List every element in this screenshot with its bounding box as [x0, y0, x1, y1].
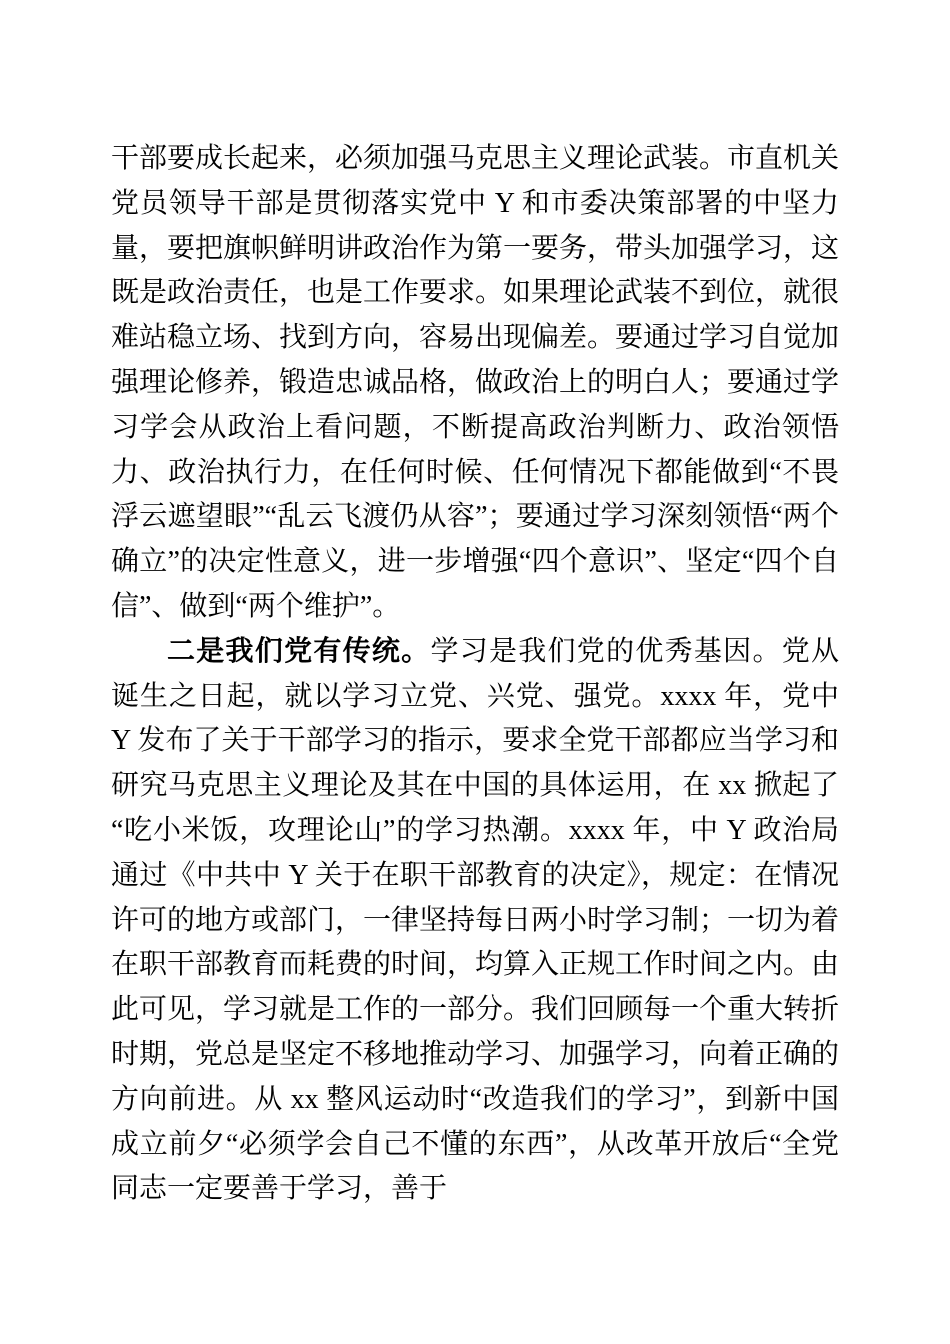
paragraph-text: 学习是我们党的优秀基因。党从诞生之日起，就以学习立党、兴党、强党。xxxx 年，党中 Y 发布了关于干部学习的指示，要求全党干部都应当学习和研究马克思主义理论及其在中国的具体运用，在 xx 掀起了“吃小米饭，攻理论山”的学习热潮。xxxx 年，中 Y 政治局通过《中共中 Y 关于在职干部教育的决定》，规定：在情况许可的地方或部门，一律坚持每日两小时学习制；一切为着在职干部教育而耗费的时间，均算入正规工作时间之内。由此可见，学习就是工作的一部分。我们回顾每一个重大转折时期，党总是坚定不移地推动学习、加强学习，向着正确的方向前进。从 xx 整风运动时“改造我们的学习”，到新中国成立前夕“必须学会自己不懂的东西”，从改革开放后“全党同志一定要善于学习，善于 [111, 635, 840, 1205]
paragraph-continuation [111, 137, 839, 630]
paragraph-text: 干部要成长起来，必须加强马克思主义理论武装。市直机关党员领导干部是贯彻落实党中 Y 和市委决策部署的中坚力量，要把旗帜鲜明讲政治作为第一要务，带头加强学习，这既是政治责任，也是工作要求。如果理论武装不到位，就很难站稳立场、找到方向，容易出现偏差。要通过学习自觉加强理论修养，锻造忠诚品格，做政治上的明白人；要通过学习学会从政治上看问题，不断提高政治判断力、政治领悟力、政治执行力，在任何时候、任何情况下都能做到“不畏浮云遮望眼”“乱云飞渡仍从容”；要通过学习深刻领悟“两个确立”的决定性意义，进一步增强“四个意识”、坚定“四个自信”、做到“两个维护”。 [111, 143, 840, 622]
paragraph-second-point [111, 630, 839, 1212]
paragraph-lead: 二是我们党有传统。 [167, 635, 431, 667]
